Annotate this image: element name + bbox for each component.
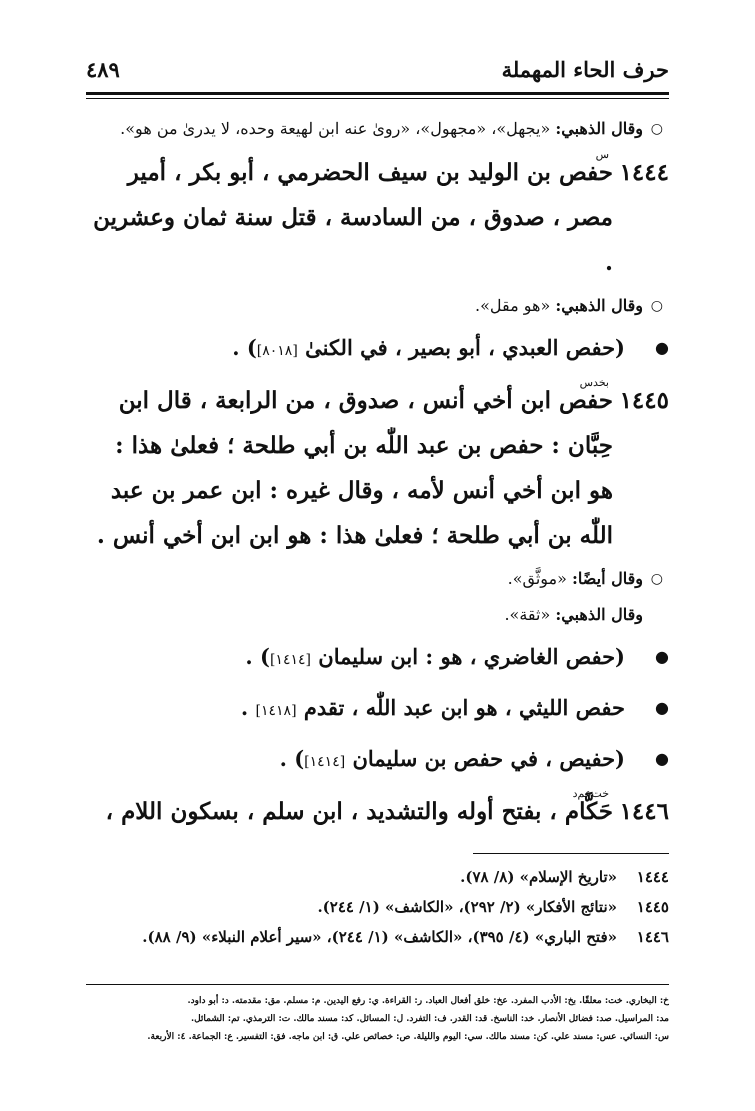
cross-reference [86, 636, 669, 681]
chapter-title: حرف الحاء المهملة [501, 56, 669, 82]
xref-number: [٨٠١٨] [256, 343, 298, 359]
circle-icon: ○ [650, 298, 663, 314]
footnote [86, 862, 669, 892]
circle-icon: ○ [650, 121, 663, 137]
entry-1446 [86, 789, 669, 834]
footnote [86, 922, 669, 952]
footnote-number: ١٤٤٦ [636, 928, 669, 946]
author-note [86, 564, 669, 594]
entry-1445 [86, 378, 669, 558]
footnotes [86, 862, 669, 952]
footnote-text: «فتح الباري» (٤/ ٣٩٥)، «الكاشف» (١/ ٢٤٤)، «سير أعلام النبلاء» (٩/ ٨٨). [142, 928, 617, 946]
cross-reference [86, 687, 669, 732]
entry-number: ١٤٤٤ [619, 159, 669, 186]
main-text [86, 110, 669, 840]
entry-sigla: خت‌عم‌د [572, 787, 609, 800]
xref-tail: . [240, 695, 256, 720]
xref-text: (حفص الغاضري ، هو : ابن سليمان [310, 644, 625, 669]
note-lead: وقال أيضًا: [572, 569, 643, 588]
entry-1444 [86, 150, 669, 285]
abbreviation-key [86, 992, 669, 1046]
page-number: ٤٨٩ [86, 56, 120, 82]
footnote-text: «نتائج الأفكار» (٢/ ٢٩٢)، «الكاشف» (١/ ٢٤٤). [317, 898, 617, 916]
key-line: مد: المراسيل. صد: فضائل الأنصار. خد: الناسخ. قد: القدر. ف: التفرد. ل: المسائل. كد: مسند مالك. ت: الترمذي. تم: الشمائل. [190, 1014, 669, 1024]
bullet-icon: ● [655, 647, 669, 666]
note-lead: وقال الذهبي: [555, 605, 643, 624]
header-rule-thin [86, 98, 669, 99]
page-header [86, 52, 669, 86]
xref-number: [١٤١٤] [304, 754, 346, 770]
footnote-rule [473, 853, 669, 854]
entry-sigla: بخدس [579, 376, 609, 389]
footnote [86, 892, 669, 922]
entry-text: حفص بن الوليد بن سيف الحضرمي ، أبو بكر ، أمير مصر ، صدوق ، من السادسة ، قتل سنة ثمان وعشرين . [93, 159, 613, 276]
xref-text: (حفيص ، في حفص بن سليمان [345, 746, 625, 771]
key-line: س: النسائي. عس: مسند علي. كن: مسند مالك. سي: اليوم والليلة. ص: خصائص علي. ق: ابن ماجه. فق: التفسير. ع: الجماعة. ٤: الأربعة. [147, 1032, 669, 1042]
footnote-number: ١٤٤٥ [636, 898, 669, 916]
xref-number: [١٤١٨] [255, 703, 297, 719]
note-text: «موثَّق». [507, 569, 572, 588]
note-text: «ثقة». [504, 605, 556, 624]
xref-text: حفص الليثي ، هو ابن عبد اللّٰه ، تقدم [296, 695, 625, 720]
dhahabi-note [86, 600, 669, 630]
note-text: «يجهل»، «مجهول»، «روىٰ عنه ابن لهيعة وحده، لا يدرىٰ من هو». [120, 119, 556, 138]
bullet-icon: ● [655, 698, 669, 717]
entry-number: ١٤٤٦ [619, 798, 669, 825]
note-lead: وقال الذهبي: [555, 296, 643, 315]
entry-number: ١٤٤٥ [619, 387, 669, 414]
footnote-number: ١٤٤٤ [636, 868, 669, 886]
header-rule-thick [86, 92, 669, 95]
bullet-icon: ● [655, 749, 669, 768]
dhahabi-note [86, 291, 669, 321]
entry-text: حفص ابن أخي أنس ، صدوق ، من الرابعة ، قال ابن حِبَّان : حفص بن عبد اللّٰه بن أبي طلحة ؛ فعلىٰ هذا : هو ابن أخي أنس لأمه ، وقال غيره : ابن عمر بن عبد اللّٰه بن أبي طلحة ؛ فعلىٰ هذا : هو ابن ابن أخي أنس . [96, 387, 613, 549]
xref-tail: ) . [279, 746, 305, 771]
circle-icon: ○ [650, 571, 663, 587]
footnote-text: «تاريخ الإسلام» (٨/ ٧٨). [460, 868, 617, 886]
xref-number: [١٤١٤] [269, 652, 311, 668]
entry-sigla: س [595, 148, 609, 161]
entry-text: حَكَّام ، بفتح أوله والتشديد ، ابن سلم ، بسكون اللام ، [105, 798, 613, 825]
xref-tail: ) . [232, 335, 257, 360]
bullet-icon: ● [655, 338, 669, 357]
note-lead: وقال الذهبي: [555, 119, 643, 138]
xref-text: (حفص العبدي ، أبو بصير ، في الكنىٰ [297, 335, 625, 360]
key-line: خ: البخاري. خت: معلقًا. بخ: الأدب المفرد. عخ: خلق أفعال العباد. ر: القراءة. ي: رفع اليدين. م: مسلم. مق: مقدمته. د: أبو داود. [187, 996, 669, 1006]
xref-tail: ) . [245, 644, 270, 669]
dhahabi-note [86, 114, 669, 144]
note-text: «هو مقل». [475, 296, 556, 315]
key-rule [86, 984, 669, 985]
